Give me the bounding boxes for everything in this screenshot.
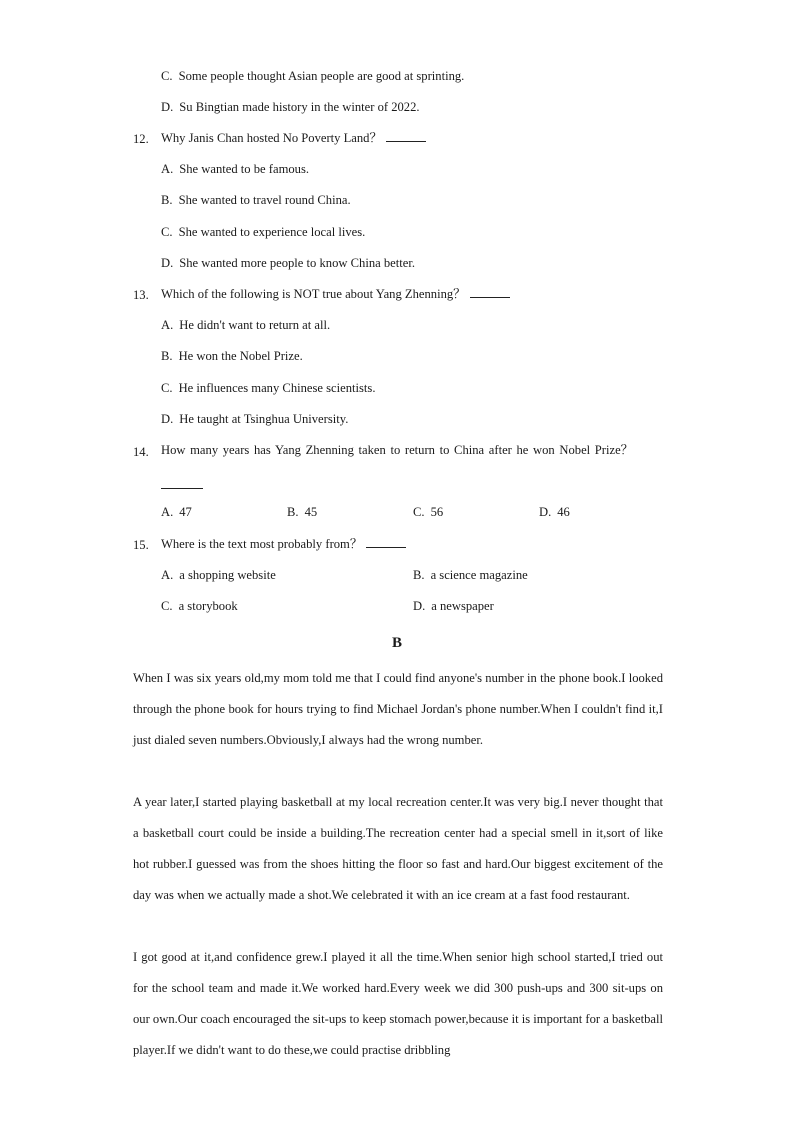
q14-stem <box>161 442 671 458</box>
q13-stem <box>161 286 510 302</box>
q14-option-b[interactable] <box>287 504 317 520</box>
question-text: Why Janis Chan hosted No Poverty Land？ <box>161 131 383 145</box>
q12-option-a[interactable] <box>161 161 309 177</box>
option-letter: D. <box>413 599 426 613</box>
option-text: She wanted to experience local lives. <box>178 225 366 239</box>
q15-option-c[interactable] <box>161 598 238 614</box>
option-text: He won the Nobel Prize. <box>178 349 303 363</box>
answer-blank[interactable] <box>470 286 510 298</box>
question-text: Which of the following is NOT true about Yang Zhenning？ <box>161 287 466 301</box>
option-text: She wanted to travel round China. <box>178 193 351 207</box>
option-letter: B. <box>287 505 299 519</box>
q12-option-d[interactable] <box>161 255 415 271</box>
question-text: Where is the text most probably from？ <box>161 537 363 551</box>
option-text: a science magazine <box>430 568 528 582</box>
q14-number: 14. <box>133 445 149 459</box>
option-letter: D. <box>161 412 174 426</box>
option-letter: A. <box>161 318 174 332</box>
q12-option-c[interactable] <box>161 224 365 240</box>
q13-option-b[interactable] <box>161 348 303 364</box>
passage-paragraph-3: I got good at it,and confidence grew.I played it all the time.When senior high school started,I tried out for the school team and made it.We worked hard.Every week we did 300 push-ups and 300 sit-ups on our own.Our coach encouraged the sit-ups to keep stomach power,because it is important for a basketball player.If we didn't want to do these,we could practise dribbling <box>133 950 664 1057</box>
q12-option-b[interactable] <box>161 192 351 208</box>
option-text: 45 <box>304 505 318 519</box>
q13-option-d[interactable] <box>161 411 348 427</box>
q15-option-b[interactable] <box>413 567 528 583</box>
option-letter: C. <box>161 599 173 613</box>
answer-blank[interactable] <box>386 130 426 142</box>
option-text: 56 <box>430 505 444 519</box>
passage-paragraph-2: A year later,I started playing basketball at my local recreation center.It was very big.I never thought that a basketball court could be inside a building.The recreation center had a special smell in it,sort of like hot rubber.I guessed was from the shoes hitting the floor so fast and hard.Our biggest excitement of the day was when we actually made a shot.We celebrated it with an ice cream at a fast food restaurant. <box>133 795 663 902</box>
option-letter: C. <box>413 505 425 519</box>
option-letter: A. <box>161 162 174 176</box>
q12-number: 12. <box>133 132 149 146</box>
section-title: B <box>391 635 402 651</box>
q14-option-d[interactable] <box>539 504 570 520</box>
option-text: She wanted to be famous. <box>179 162 310 176</box>
option-letter: C. <box>161 381 173 395</box>
answer-blank[interactable] <box>366 536 406 548</box>
option-letter: D. <box>161 256 174 270</box>
q13-number: 13. <box>133 288 149 302</box>
option-text: She wanted more people to know China better. <box>179 256 415 270</box>
option-text: He taught at Tsinghua University. <box>179 412 349 426</box>
q15-option-a[interactable] <box>161 567 276 583</box>
option-letter: C. <box>161 69 173 83</box>
option-text: a newspaper <box>431 599 494 613</box>
option-letter: B. <box>161 349 173 363</box>
option-letter: B. <box>413 568 425 582</box>
answer-blank[interactable] <box>161 487 203 489</box>
option-text: He influences many Chinese scientists. <box>178 381 376 395</box>
passage-paragraph-1: When I was six years old,my mom told me that I could find anyone's number in the phone book.I looked through the phone book for hours trying to find Michael Jordan's phone number.When I couldn't find it,I just dialed seven numbers.Obviously,I always had the wrong number. <box>133 671 663 747</box>
option-letter: A. <box>161 505 174 519</box>
option-letter: B. <box>161 193 173 207</box>
option-text: He didn't want to return at all. <box>179 318 331 332</box>
q15-stem <box>161 536 406 552</box>
option-text: Su Bingtian made history in the winter of 2022. <box>179 100 420 114</box>
option-letter: D. <box>161 100 174 114</box>
q15-number: 15. <box>133 538 149 552</box>
q15-option-d[interactable] <box>413 598 494 614</box>
option-text: a storybook <box>178 599 238 613</box>
option-letter: A. <box>161 568 174 582</box>
question-text: How many years has Yang Zhenning taken to return to China after he won Nobel Prize？ <box>161 443 634 457</box>
q11-option-d[interactable] <box>161 99 420 115</box>
option-text: a shopping website <box>179 568 276 582</box>
q12-stem <box>161 130 426 146</box>
q13-option-c[interactable] <box>161 380 375 396</box>
q14-option-a[interactable] <box>161 504 192 520</box>
option-text: Some people thought Asian people are good at sprinting. <box>178 69 465 83</box>
q13-option-a[interactable] <box>161 317 330 333</box>
option-text: 47 <box>179 505 192 519</box>
q14-option-c[interactable] <box>413 504 443 520</box>
option-text: 46 <box>557 505 570 519</box>
option-letter: C. <box>161 225 173 239</box>
q11-option-c[interactable] <box>161 68 464 84</box>
option-letter: D. <box>539 505 552 519</box>
